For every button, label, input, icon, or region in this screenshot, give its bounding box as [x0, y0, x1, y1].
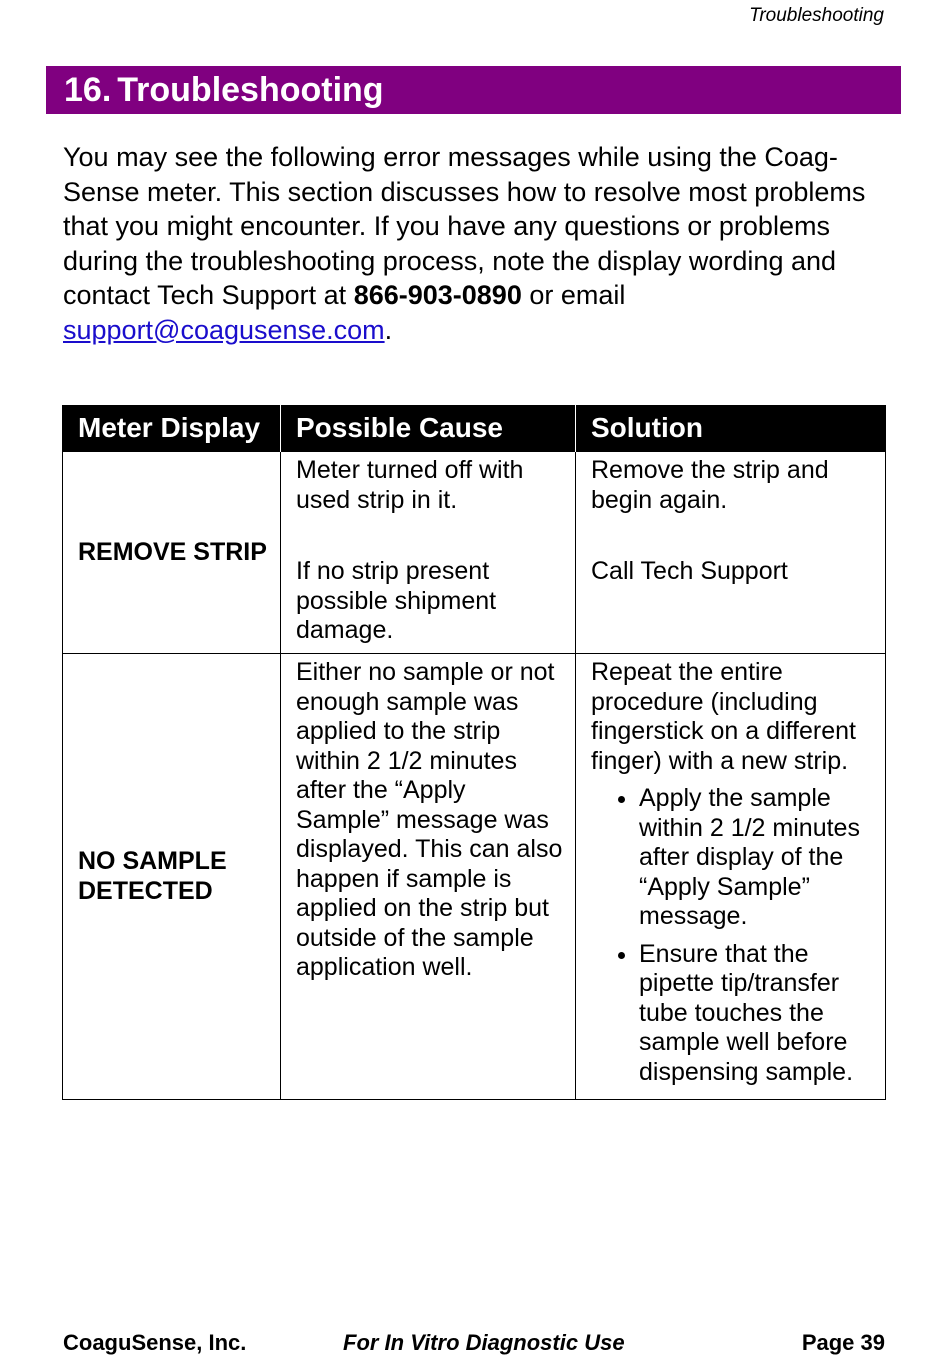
table-row — [63, 452, 886, 654]
support-email-link[interactable]: support@coagusense.com — [63, 314, 385, 345]
troubleshooting-table — [62, 405, 886, 1100]
meter-display-cell — [63, 452, 281, 654]
footer-page-number: Page 39 — [801, 1330, 885, 1355]
possible-cause-cell — [281, 654, 576, 1100]
solution-cell — [576, 654, 886, 1100]
footer-company: CoaguSense, Inc. — [63, 1330, 247, 1355]
table-row — [63, 654, 886, 1100]
solution-text: Repeat the entire procedure (including fingerstick on a different finger) with a new strip. — [591, 658, 856, 775]
meter-display-text: NO SAMPLE DETECTED — [78, 847, 227, 905]
header-solution: Solution — [576, 405, 886, 452]
header-possible-cause: Possible Cause — [281, 405, 576, 452]
list-item: • Apply the sample within 2 1/2 minutes after display of the “Apply Sample” message. — [639, 784, 875, 932]
meter-display-text: REMOVE STRIP — [78, 537, 267, 566]
intro-end: . — [384, 314, 393, 345]
cause-text: Meter turned off with used strip in it. — [296, 456, 524, 514]
support-phone: 866-903-0890 — [353, 280, 522, 310]
solution-text: Call Tech Support — [591, 557, 788, 585]
cause-text: If no strip present possible shipment damage. — [296, 557, 497, 644]
solution-cell — [576, 452, 886, 654]
solution-text: Remove the strip and begin again. — [591, 456, 829, 514]
cause-text: Either no sample or not enough sample was applied to the strip within 2 1/2 minutes after the “Apply Sample” message was displayed. This can also happen if sample is applied on the strip but outside of the sample application well. — [296, 658, 563, 981]
intro-text-email: or email — [521, 280, 626, 310]
intro-text: You may see the following error messages while using the Coag-Sense meter. This section discusses how to resolve most problems that you might encounter. If you have any questions or problems during the troubleshooting process, note the display wording and contact Tech Support at — [63, 142, 866, 310]
meter-display-cell — [63, 654, 281, 1100]
section-title: Troubleshooting — [117, 70, 384, 109]
intro-paragraph — [63, 140, 893, 347]
section-number: 16. — [64, 70, 112, 109]
solution-bullet-list — [591, 784, 875, 1087]
possible-cause-cell — [281, 452, 576, 654]
table-header-row — [63, 405, 886, 452]
list-item: • Ensure that the pipette tip/transfer tube touches the sample well before dispensing sample. — [639, 940, 875, 1088]
running-head: Troubleshooting — [749, 5, 884, 26]
section-banner — [46, 66, 901, 114]
header-meter-display: Meter Display — [63, 405, 281, 452]
footer-usage: For In Vitro Diagnostic Use — [343, 1330, 625, 1355]
